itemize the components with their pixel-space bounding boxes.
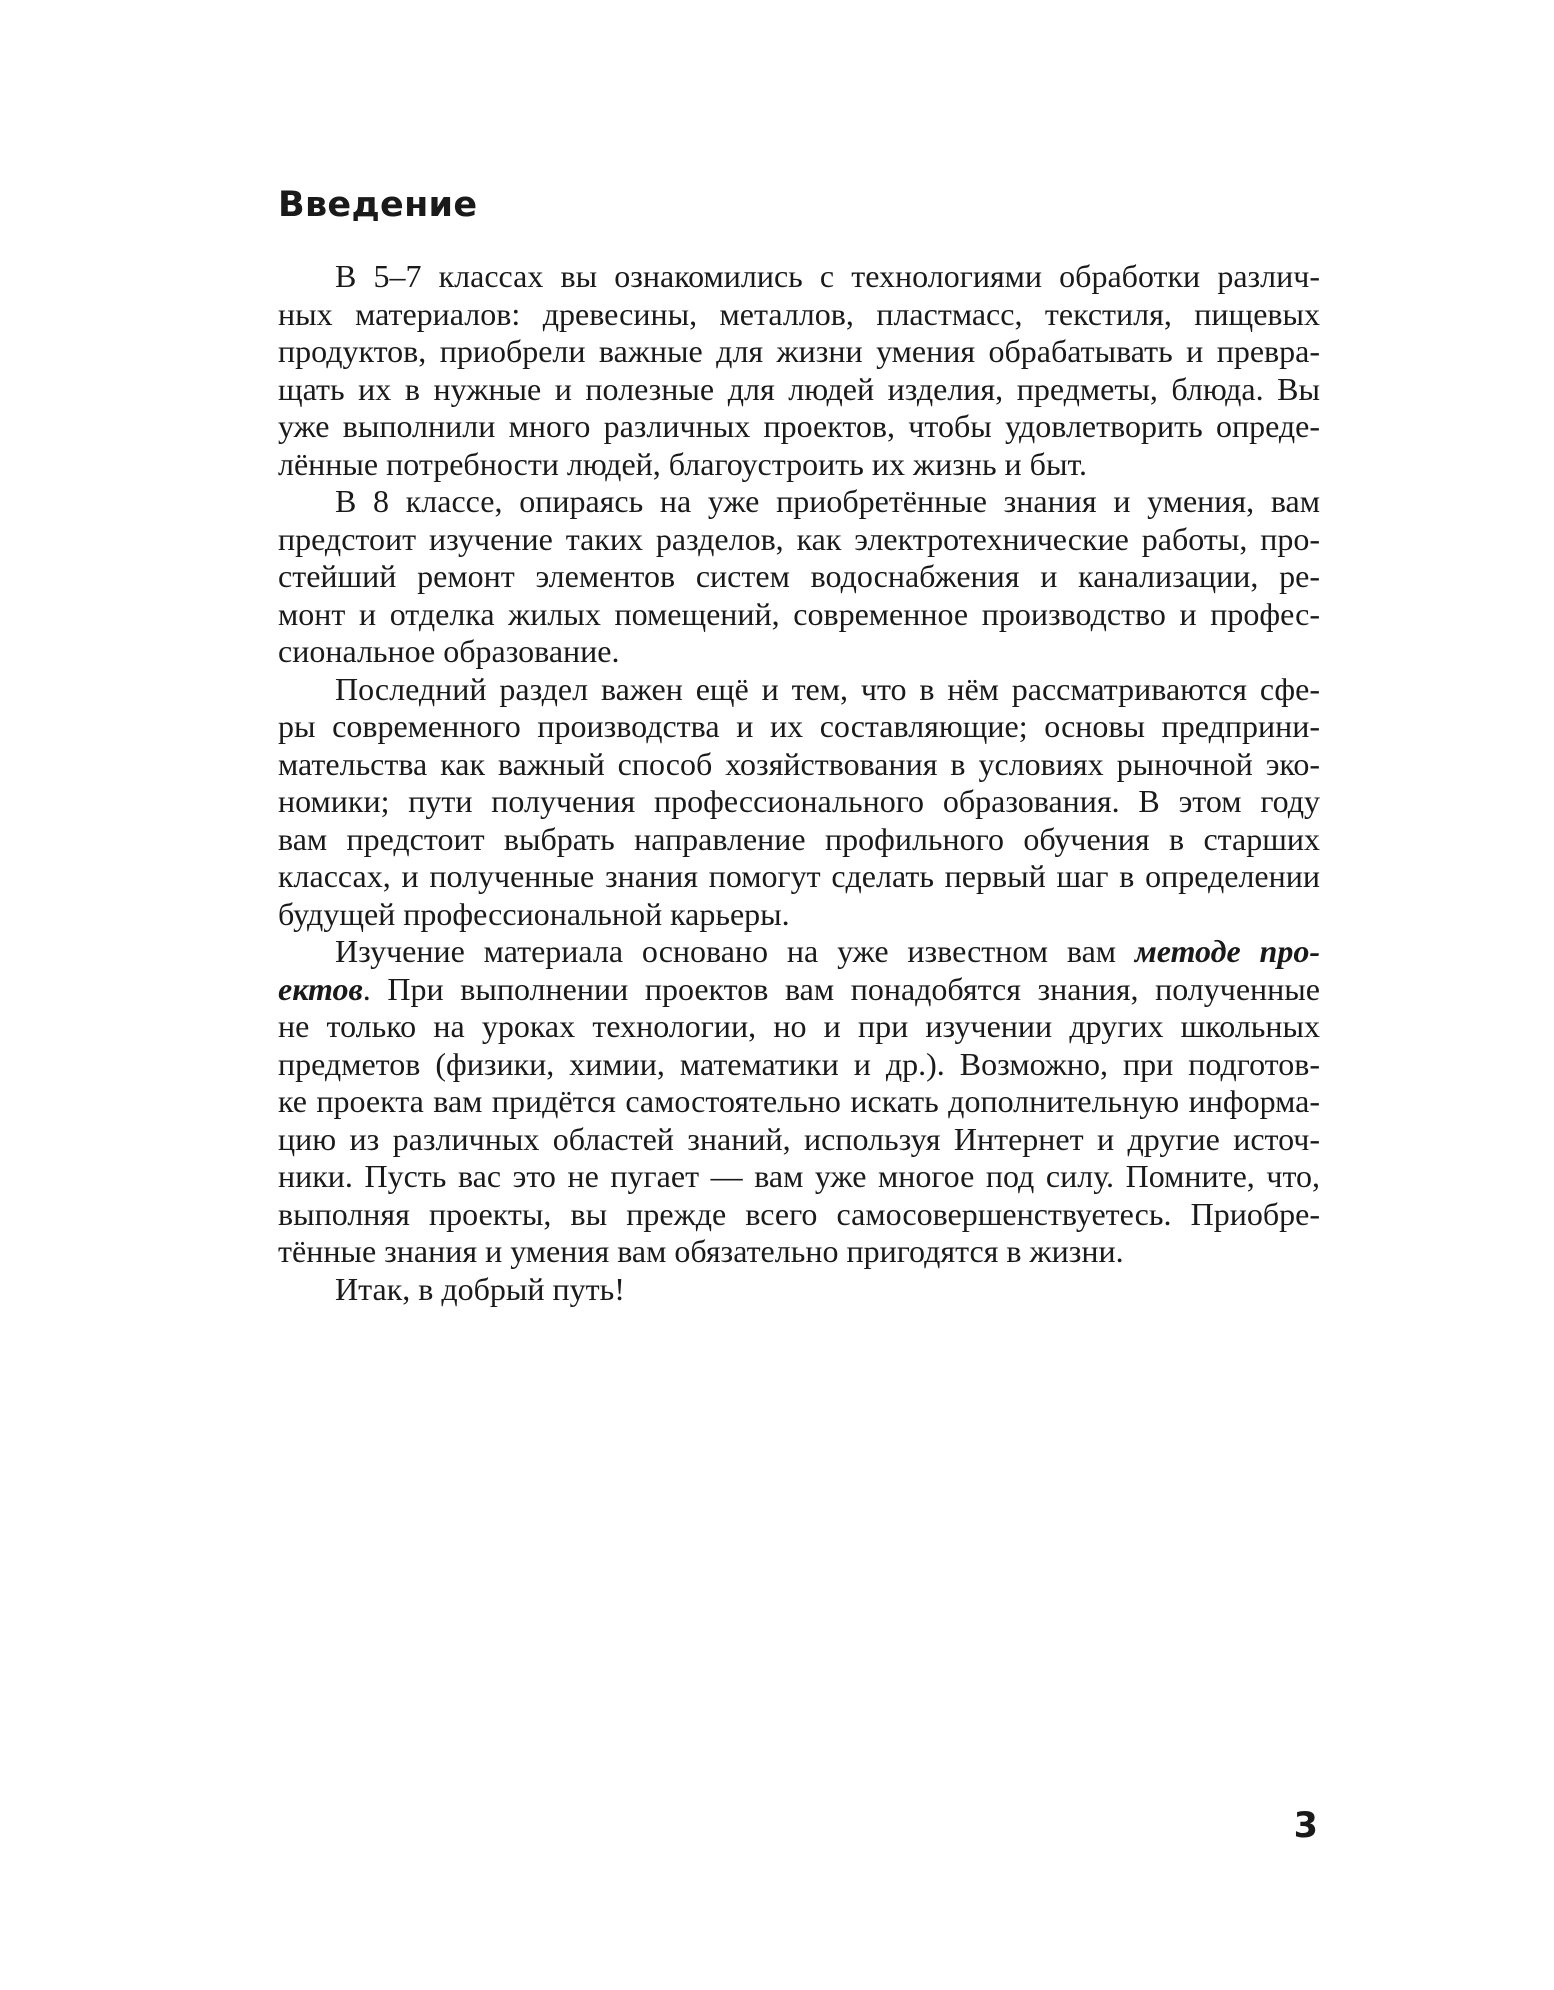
text-line: предстоит изучение таких разделов, как электротехнические работы, про-	[278, 520, 1320, 557]
text-line: ных материалов: древесины, металлов, пластмасс, текстиля, пищевых	[278, 295, 1320, 332]
text-line: будущей профессиональной карьеры.	[278, 895, 790, 932]
text-line: вам предстоит выбрать направление профильного обучения в старших	[278, 820, 1320, 857]
emphasized-term: ектов	[278, 970, 363, 1007]
text-line: сиональное образование.	[278, 633, 620, 669]
text-line: лённые потребности людей, благоустроить их жизнь и быт.	[278, 445, 1088, 482]
text-line: мательства как важный способ хозяйствования в условиях рыночной эко-	[278, 745, 1320, 782]
text-line: ники. Пусть вас это не пугает — вам уже многое под силу. Помните, что,	[278, 1158, 1320, 1194]
text-line: тённые знания и умения вам обязательно пригодятся в жизни.	[278, 1233, 1124, 1269]
text-line: ке проекта вам придётся самостоятельно искать дополнительную информа-	[278, 1083, 1320, 1119]
text-run: Изучение материала основано на уже известном вам	[335, 933, 1135, 969]
paragraph-2	[278, 483, 1320, 671]
text-line: предметов (физики, химии, математики и др.). Возможно, при подготов-	[278, 1045, 1320, 1082]
text-line: цию из различных областей знаний, используя Интернет и другие источ-	[278, 1120, 1320, 1157]
text-line: Последний раздел важен ещё и тем, что в нём рассматриваются сфе-	[335, 670, 1320, 707]
text-line: стейший ремонт элементов систем водоснабжения и канализации, ре-	[278, 558, 1320, 594]
text-line	[278, 971, 1320, 1009]
text-run: . При выполнении проектов вам понадобятся знания, полученные	[362, 970, 1320, 1007]
page-title: Введение	[278, 185, 478, 225]
page-number: 3	[1293, 1806, 1318, 1846]
text-line: уже выполнили много различных проектов, чтобы удовлетворить опреде-	[278, 408, 1320, 444]
text-line: ры современного производства и их составляющие; основы предприни-	[278, 708, 1320, 744]
text-line	[278, 933, 1320, 971]
emphasized-term: методе про-	[1134, 933, 1321, 969]
text-line: продуктов, приобрели важные для жизни умения обрабатывать и превра-	[278, 333, 1320, 369]
text-line: выполняя проекты, вы прежде всего самосовершенствуетесь. Приобре-	[278, 1195, 1320, 1232]
paragraph-4	[278, 933, 1320, 1271]
text-line: монт и отделка жилых помещений, современное производство и профес-	[278, 595, 1320, 632]
paragraph-3	[278, 671, 1320, 934]
text-line: классах, и полученные знания помогут сделать первый шаг в определении	[278, 858, 1320, 894]
text-line: не только на уроках технологии, но и при изучении других школьных	[278, 1008, 1320, 1044]
paragraph-5	[278, 1271, 1320, 1309]
paragraph-1	[278, 258, 1320, 483]
text-line: В 8 классе, опираясь на уже приобретённые знания и умения, вам	[335, 483, 1320, 519]
text-line: Итак, в добрый путь!	[335, 1270, 625, 1307]
text-line: щать их в нужные и полезные для людей изделия, предметы, блюда. Вы	[278, 370, 1320, 407]
body-text	[278, 258, 1320, 1308]
text-line: номики; пути получения профессионального образования. В этом году	[278, 783, 1320, 819]
text-line: В 5–7 классах вы ознакомились с технологиями обработки различ-	[335, 258, 1320, 294]
